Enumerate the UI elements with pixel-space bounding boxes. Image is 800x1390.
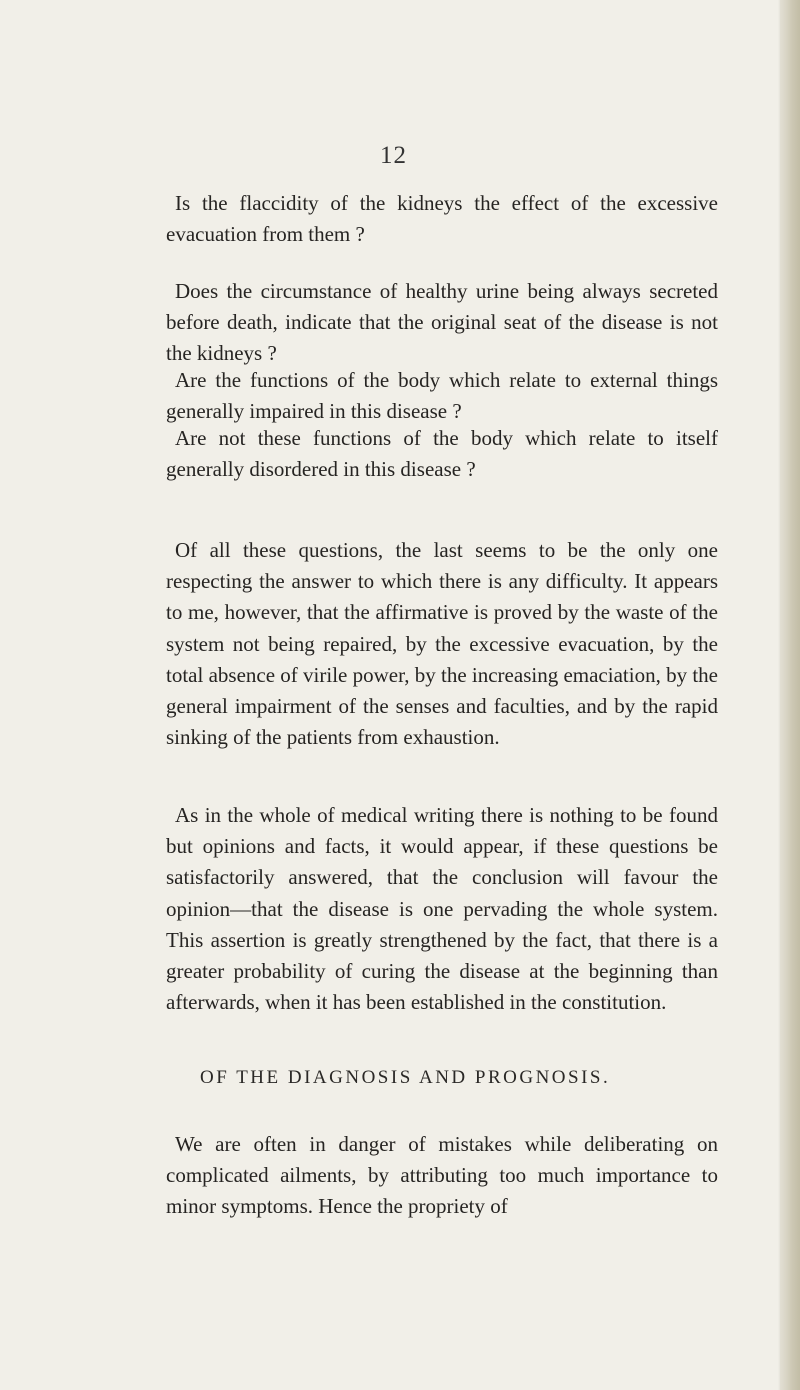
paragraph-2 (166, 800, 718, 1018)
question-1-text: Is the flaccidity of the kidneys the effect of the excessive evacuation from them ? (166, 191, 718, 247)
section-paragraph-text: We are often in danger of mistakes while deliberating on complicated ailments, by attributing too much importance to minor symptoms. Hence the propriety of (166, 1132, 718, 1219)
section-heading: OF THE DIAGNOSIS AND PROGNOSIS. (200, 1067, 611, 1088)
section-paragraph (166, 1129, 718, 1223)
question-1 (166, 188, 718, 250)
question-4-text: Are not these functions of the body which relate to itself generally disordered in this disease ? (166, 426, 718, 482)
paragraph-2-text: As in the whole of medical writing there is nothing to be found but opinions and facts, it would appear, if these questions be satisfactorily answered, that the conclusion will favour the opinion—that the disease is one pervading the whole system. This assertion is greatly strengthened by the fact, that there is a greater probability of curing the disease at the beginning than afterwards, when it has been established in the constitution. (166, 803, 718, 1015)
page-edge (780, 0, 800, 1390)
page-number: 12 (380, 142, 407, 169)
question-2-text: Does the circumstance of healthy urine being always secreted before death, indicate that the original seat of the disease is not the kidneys ? (166, 279, 718, 366)
question-4 (166, 423, 718, 485)
question-3 (166, 365, 718, 427)
question-2 (166, 276, 718, 370)
question-3-text: Are the functions of the body which relate to external things generally impaired in this disease ? (166, 368, 718, 424)
paragraph-1-text: Of all these questions, the last seems to be the only one respecting the answer to which there is any difficulty. It appears to me, however, that the affirmative is proved by the waste of the system not being repaired, by the excessive evacuation, by the total absence of virile power, by the increasing emaciation, by the general impairment of the senses and faculties, and by the rapid sinking of the patients from exhaustion. (166, 538, 718, 750)
paragraph-1 (166, 535, 718, 753)
